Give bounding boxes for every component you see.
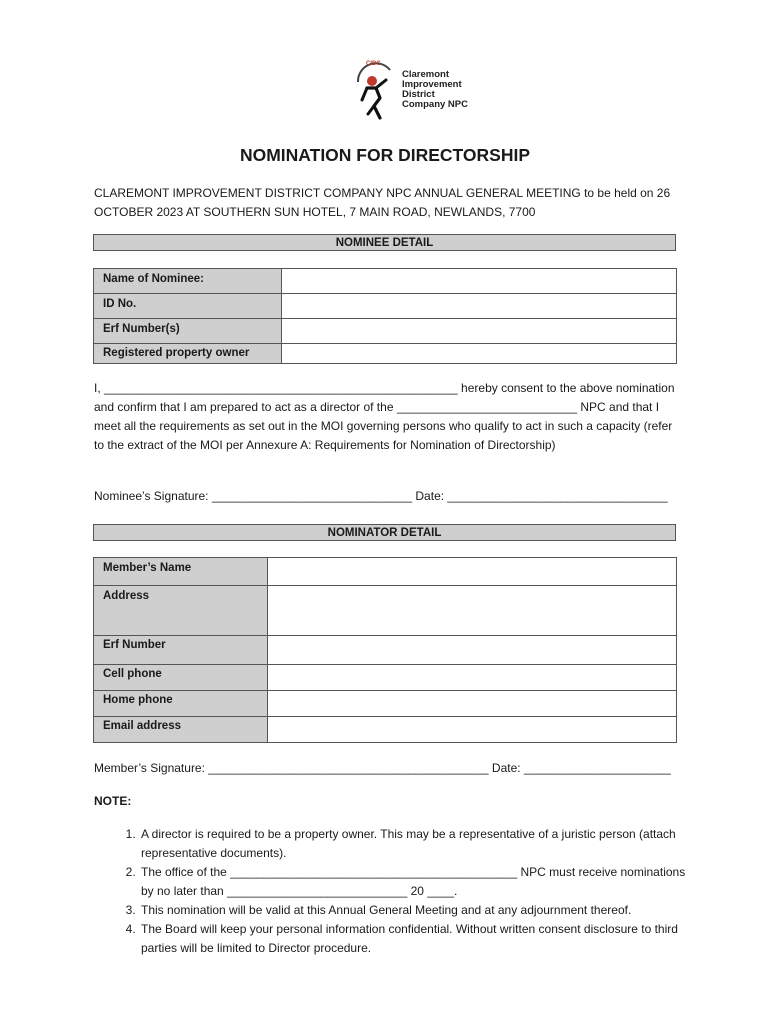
table-row [94,294,677,319]
table-row [94,269,677,294]
nominator-table [93,557,677,743]
cell-phone-label: Cell phone [94,665,268,691]
email-field[interactable] [268,717,677,743]
home-phone-label: Home phone [94,691,268,717]
logo-figure-icon [350,60,402,122]
home-phone-field[interactable] [268,691,677,717]
list-item: 2. The office of the ___________________________________________ NPC must receive nominations by no later than ___________________________ 20 ____. [139,863,699,901]
table-row [94,636,677,665]
id-no-label: ID No. [94,294,282,319]
table-row [94,586,677,636]
table-row [94,665,677,691]
id-no-field[interactable] [282,294,677,319]
erf-number-label: Erf Number [94,636,268,665]
erf-numbers-label: Erf Number(s) [94,319,282,344]
member-name-label: Member’s Name [94,558,268,586]
consent-paragraph: I, _____________________________________________________ hereby consent to the above nomination and confirm that I am prepared to act as a director of the ___________________________ NPC and that I meet all the requirements as set out in the MOI governing persons who qualify to act in such a capacity (refer to the extract of the MOI per Annexure A: Requirements for Nomination of Directorship) [94,381,675,452]
nominee-name-field[interactable] [282,269,677,294]
logo-line: District [402,89,435,100]
note-heading: NOTE: [94,794,132,808]
nominee-table [93,268,677,364]
list-item: 1. A director is required to be a property owner. This may be a representative of a juristic person (attach representative documents). [139,825,699,863]
nominator-section-header: NOMINATOR DETAIL [93,524,676,541]
logo-badge: CIDC [366,61,381,67]
member-name-field[interactable] [268,558,677,586]
logo-line: Company NPC [402,99,468,110]
cell-phone-field[interactable] [268,665,677,691]
table-row [94,344,677,364]
nominee-signature-line[interactable]: Nominee’s Signature: ______________________________ Date: _________________________________ [94,489,668,503]
member-signature-line[interactable]: Member’s Signature: __________________________________________ Date: ______________________ [94,761,671,775]
page-title: NOMINATION FOR DIRECTORSHIP [239,145,531,165]
company-logo [350,60,490,122]
email-label: Email address [94,717,268,743]
address-label: Address [94,586,268,636]
property-owner-label: Registered property owner [94,344,282,364]
erf-numbers-field[interactable] [282,319,677,344]
nominee-section-header: NOMINEE DETAIL [93,234,676,251]
address-field[interactable] [268,586,677,636]
table-row [94,691,677,717]
list-item: 3. This nomination will be valid at this Annual General Meeting and at any adjournment thereof. [139,901,699,920]
logo-text [402,70,468,110]
property-owner-field[interactable] [282,344,677,364]
table-row [94,717,677,743]
nominee-name-label: Name of Nominee: [94,269,282,294]
intro-text: CLAREMONT IMPROVEMENT DISTRICT COMPANY NPC ANNUAL GENERAL MEETING to be held on 26 OCTOBER 2023 AT SOUTHERN SUN HOTEL, 7 MAIN ROAD, NEWLANDS, 7700 [94,186,671,219]
table-row [94,558,677,586]
erf-number-field[interactable] [268,636,677,665]
logo-line: Claremont [402,69,449,80]
logo-line: Improvement [402,79,462,90]
list-item: 4. The Board will keep your personal information confidential. Without written consent disclosure to third parties will be limited to Director procedure. [139,920,699,958]
notes-list [114,825,699,958]
table-row [94,319,677,344]
